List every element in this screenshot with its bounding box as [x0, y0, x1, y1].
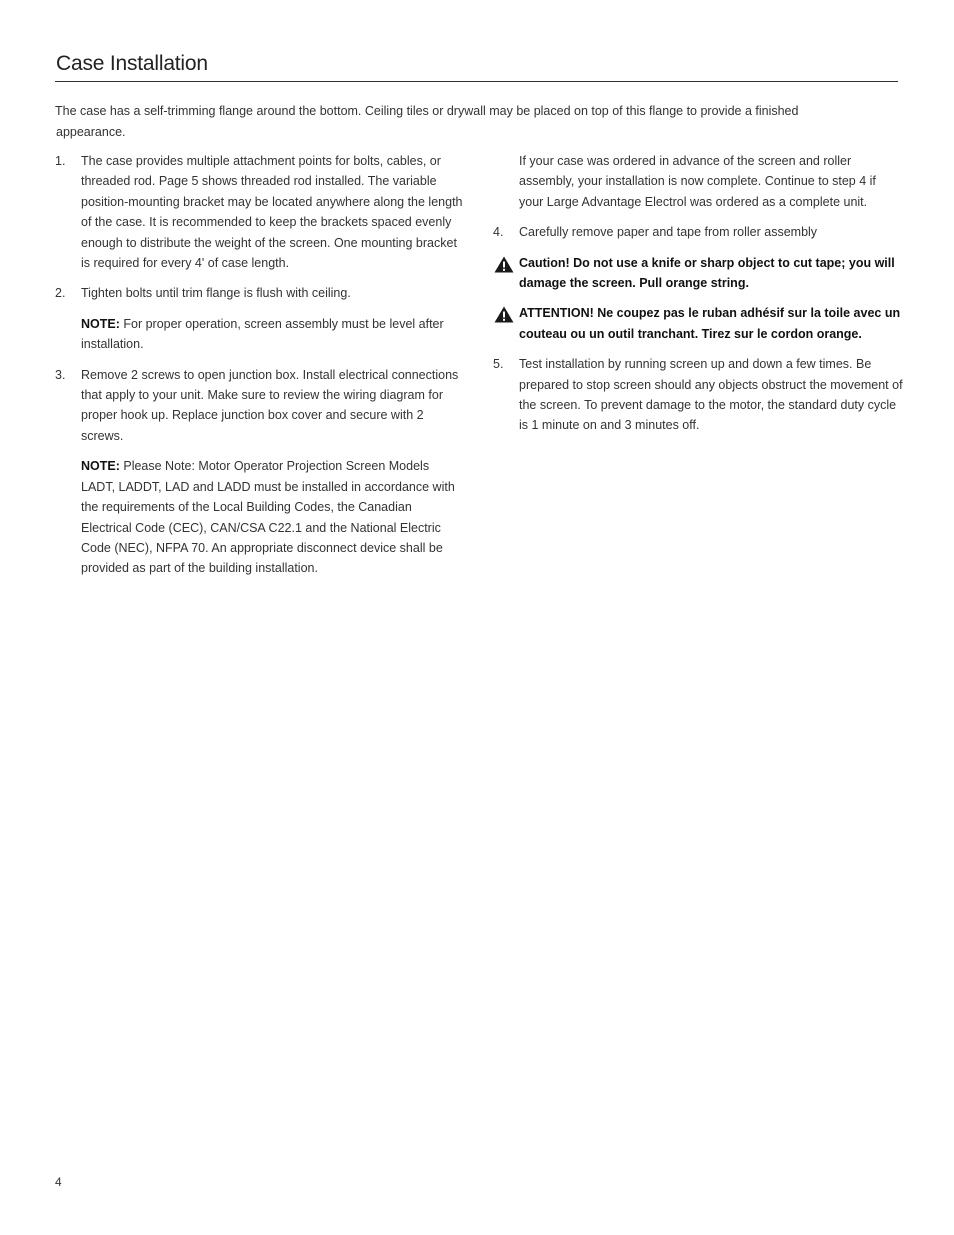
- step-number: 4.: [493, 225, 504, 240]
- step-number: 3.: [55, 367, 66, 382]
- note-codes: [55, 456, 465, 578]
- right-column: [493, 151, 903, 446]
- caution-french: [493, 303, 903, 344]
- step-4: [493, 222, 903, 242]
- step-number: 5.: [493, 357, 504, 372]
- note-label: NOTE:: [81, 459, 120, 474]
- step-2: [55, 283, 465, 303]
- page-number: 4: [55, 1175, 62, 1189]
- step-text: Tighten bolts until trim flange is flush with ceiling.: [81, 286, 351, 301]
- step-text: Carefully remove paper and tape from roller assembly: [519, 225, 818, 240]
- caution-text: Caution! Do not use a knife or sharp object to cut tape; you will damage the screen. Pull orange string.: [519, 255, 895, 291]
- step-text: The case provides multiple attachment points for bolts, cables, or threaded rod. Page 5 shows threaded rod installed. The variable position-mounting bracket may be located anywhere along the length of the case. It is recommended to keep the brackets spaced evenly enough to distribute the weight of the screen. One mounting bracket is required for every 4' of case length.: [81, 154, 463, 271]
- caution-english: [493, 253, 903, 294]
- warning-triangle-icon: [494, 306, 514, 323]
- intro-line-2: appearance.: [56, 124, 126, 139]
- note-text: Please Note: Motor Operator Projection Screen Models LADT, LADDT, LAD and LADD must be installed in accordance with the requirements of the Local Building Codes, the Canadian Electrical Code (CEC), CAN/CSA C22.1 and the National Electric Code (NEC), NFPA 70. An appropriate disconnect device shall be provided as part of the building installation.: [81, 459, 455, 576]
- note-label: NOTE:: [81, 316, 120, 331]
- note-text: For proper operation, screen assembly must be level after installation.: [81, 316, 444, 352]
- caution-text: ATTENTION! Ne coupez pas le ruban adhésif sur la toile avec un couteau ou un outil tranchant. Tirez sur le cordon orange.: [519, 306, 901, 341]
- step-number: 1.: [55, 154, 66, 168]
- step-5: [493, 354, 903, 436]
- left-column: [55, 151, 465, 589]
- page-title: Case Installation: [56, 52, 208, 75]
- step-1: [55, 151, 465, 273]
- intro-line-1: The case has a self-trimming flange around the bottom. Ceiling tiles or drywall may be placed on top of this flange to provide a finished: [55, 104, 799, 118]
- intro-paragraph: [55, 101, 875, 142]
- continuation-paragraph: If your case was ordered in advance of the screen and roller assembly, your installation is now complete. Continue to step 4 if your Large Advantage Electrol was ordered as a complete unit.: [519, 154, 876, 209]
- warning-triangle-icon: [494, 256, 514, 273]
- step-text: Remove 2 screws to open junction box. Install electrical connections that apply to your unit. Make sure to review the wiring diagram for proper hook up. Replace junction box cover and secure with 2 screws.: [81, 367, 459, 443]
- step-3: [55, 365, 465, 447]
- step-text: Test installation by running screen up and down a few times. Be prepared to stop screen should any objects obstruct the movement of the screen. To prevent damage to the motor, the standard duty cycle is 1 minute on and 3 minutes off.: [519, 357, 903, 433]
- note-level: [55, 314, 465, 355]
- step-number: 2.: [55, 286, 66, 301]
- title-divider: [55, 81, 898, 82]
